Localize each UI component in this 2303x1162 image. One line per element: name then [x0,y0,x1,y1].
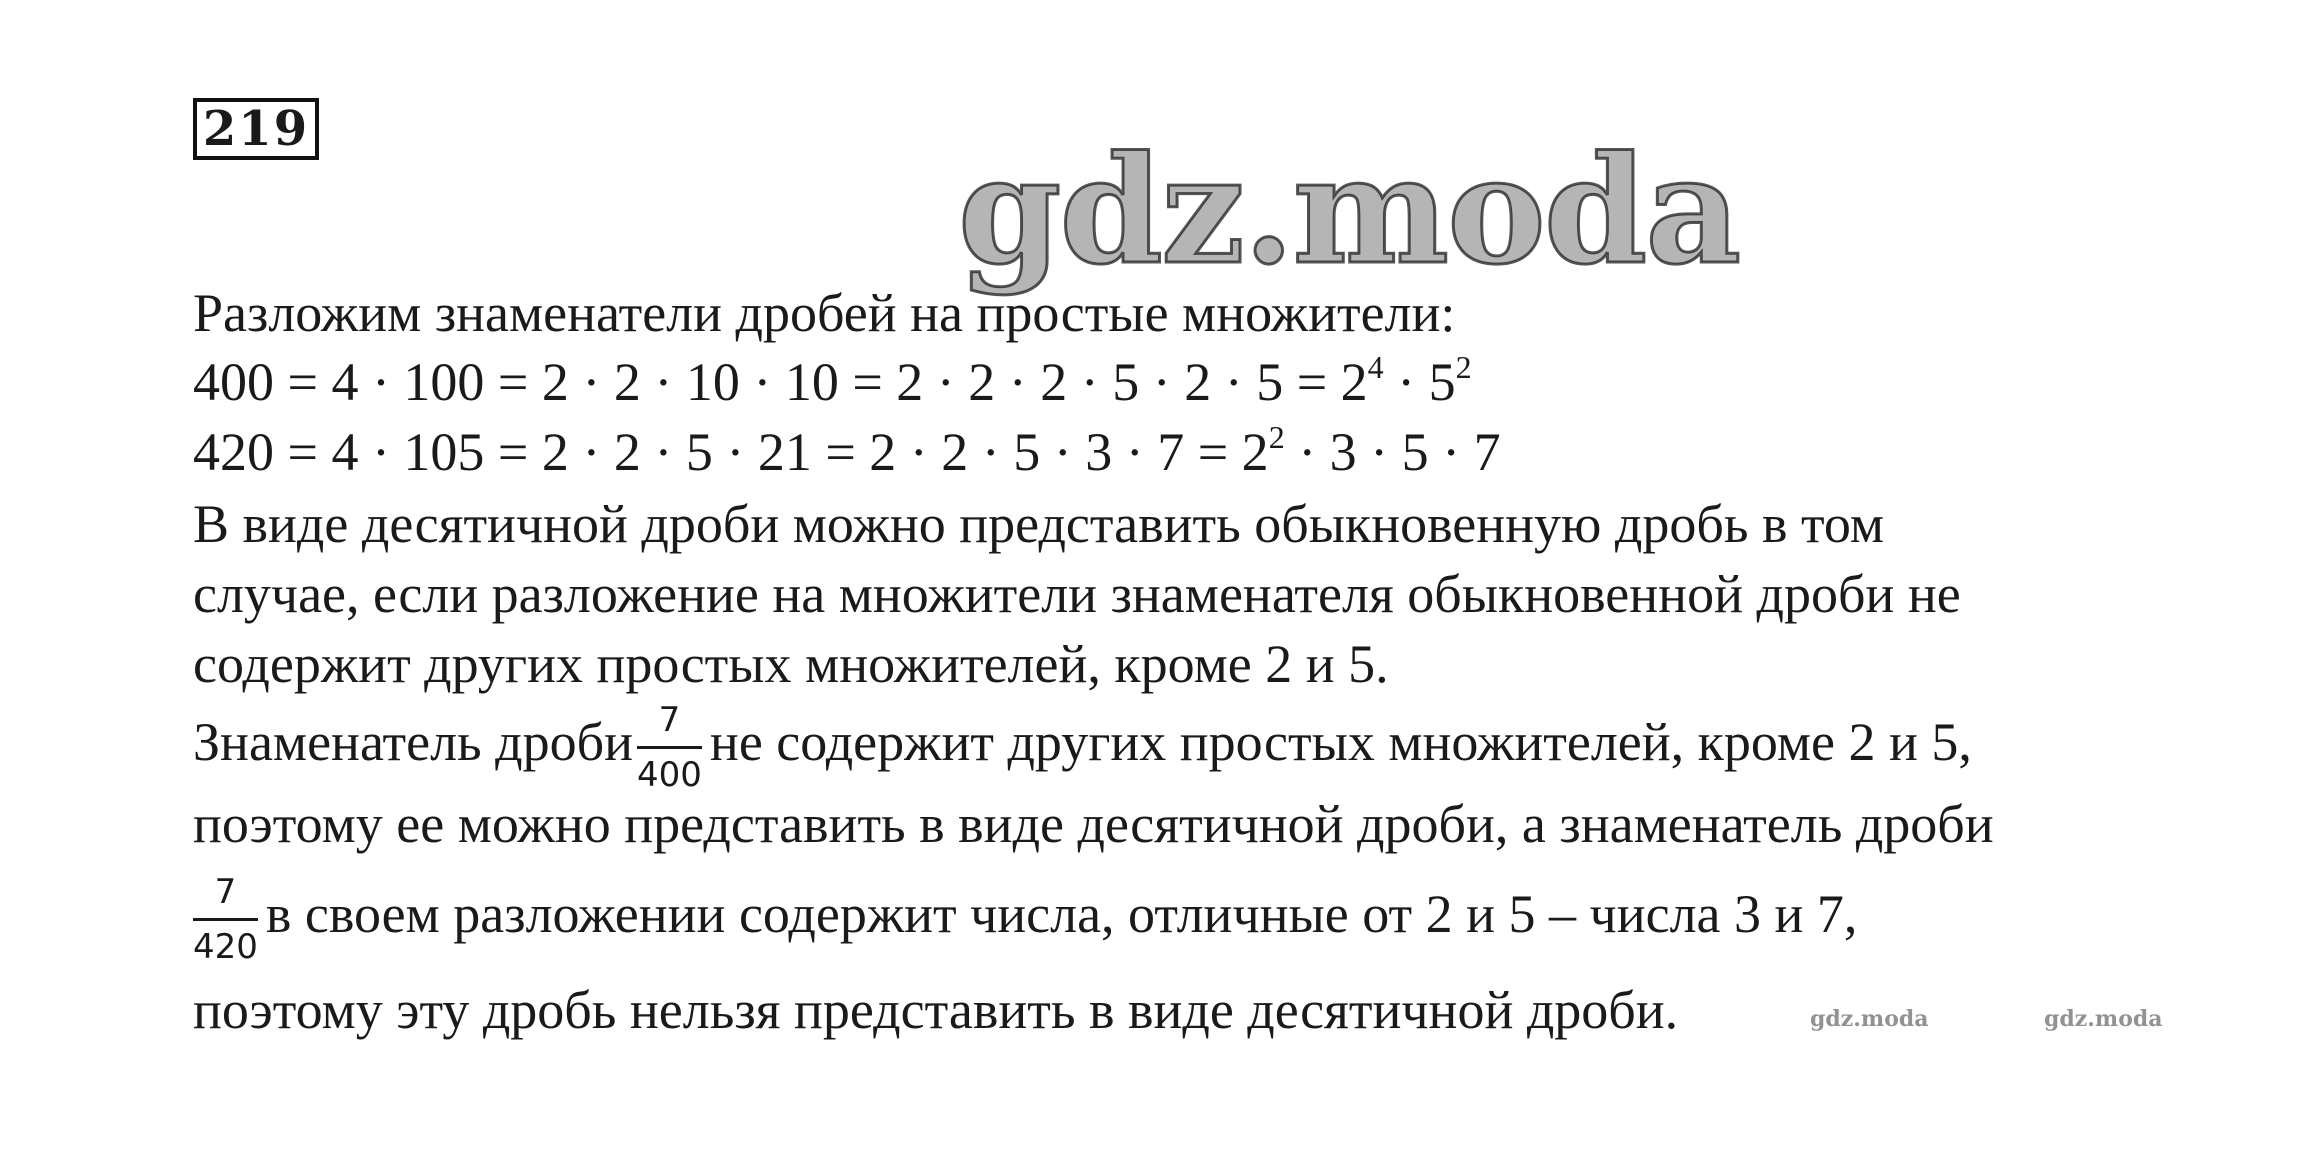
text-line-rule-1: В виде десятичной дроби можно представить обыкновенную дробь в том [193,494,1885,554]
fraction-7-400 [637,700,702,795]
fraction-numerator: 7 [193,872,258,921]
text-line-rule-3: содержит других простых множителей, кроме 2 и 5. [193,634,1389,694]
text-line-fraction-2 [193,872,1857,967]
equation-420-tail: · 3 · 5 · 7 [1284,422,1501,482]
watermark-logo: gdz.moda [958,123,1740,297]
problem-number: 219 [193,98,319,160]
text-line-conclusion-1: поэтому ее можно представить в виде десятичной дроби, а знаменатель дроби [193,794,1994,854]
watermark-small-2: gdz.moda [2044,1006,2163,1032]
text-line-conclusion-2: поэтому эту дробь нельзя представить в виде десятичной дроби. [193,980,1679,1040]
equation-420-main: 420 = 4 · 105 = 2 · 2 · 5 · 21 = 2 · 2 · 5 · 3 · 7 = 2 [193,422,1269,482]
exponent-4: 4 [1367,349,1384,385]
equation-400-tail: · 5 [1383,352,1456,412]
equation-420 [193,420,1501,484]
equation-400 [193,350,1472,414]
fraction-denominator: 420 [193,927,258,967]
text-line-fraction-1-end: не содержит других простых множителей, кроме 2 и 5, [709,711,1972,772]
equation-400-main: 400 = 4 · 100 = 2 · 2 · 10 · 10 = 2 · 2 · 2 · 5 · 2 · 5 = 2 [193,352,1368,412]
text-line-fraction-2-end: в своем разложении содержит числа, отличные от 2 и 5 – числа 3 и 7, [265,883,1858,944]
fraction-7-420 [193,872,258,967]
text-line-intro: Разложим знаменатели дробей на простые множители: [193,283,1456,343]
text-line-rule-2: случае, если разложение на множители знаменателя обыкновенной дроби не [193,564,1961,624]
exponent-2b: 2 [1268,419,1285,455]
exponent-2: 2 [1455,349,1472,385]
text-line-fraction-1-start: Знаменатель дроби [193,711,634,772]
text-line-fraction-1 [193,700,1972,795]
watermark-small-1: gdz.moda [1810,1006,1929,1032]
fraction-denominator: 400 [637,755,702,795]
fraction-numerator: 7 [637,700,702,749]
